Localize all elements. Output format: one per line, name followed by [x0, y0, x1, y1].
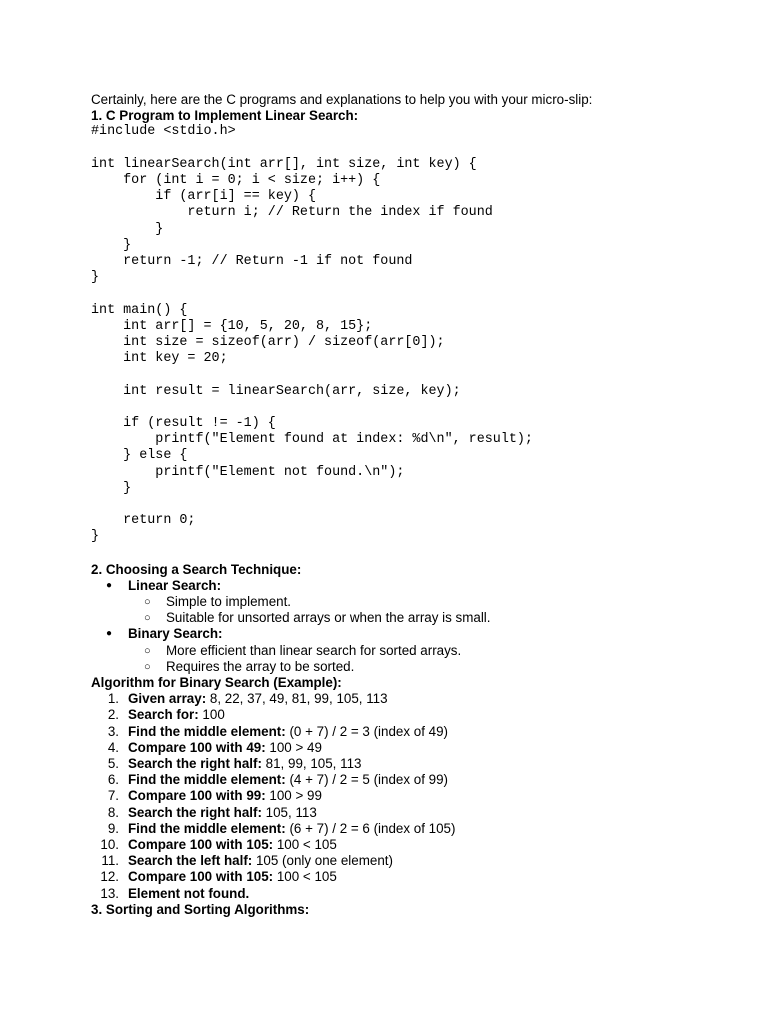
list-item — [91, 772, 731, 788]
section1-heading: 1. C Program to Implement Linear Search: — [91, 108, 359, 124]
list-item — [91, 788, 731, 804]
list-item: ○ Suitable for unsorted arrays or when the array is small. — [91, 610, 731, 626]
list-item — [91, 837, 731, 853]
step-label: Compare 100 with 49: — [128, 739, 266, 755]
list-item — [91, 853, 731, 869]
step-label: Compare 100 with 105: — [128, 837, 274, 853]
step-label: Find the middle element: — [128, 772, 286, 788]
section3-heading: 3. Sorting and Sorting Algorithms: — [91, 901, 310, 917]
step-text: (4 + 7) / 2 = 5 (index of 99) — [285, 772, 448, 788]
step-text: 105 (only one element) — [252, 853, 393, 869]
list-item — [91, 691, 731, 707]
algorithm-heading: Algorithm for Binary Search (Example): — [91, 675, 342, 691]
step-label: Search the right half: — [128, 756, 262, 772]
list-item — [91, 869, 731, 885]
list-item — [91, 821, 731, 837]
step-label: Search the right half: — [128, 804, 262, 820]
code-block: #include <stdio.h> int linearSearch(int arr[], int size, int key) { for (int i = 0; i < size; i++) { if (arr[i] == key) { return i; // Return the index if found } } return -1; // Return -1 if not found } int main() { int arr[] = {10, 5, 20, 8, 15}; int size = sizeof(arr) / sizeof(arr[0]); int key = 20; int result = linearSearch(arr, size, key); if (result != -1) { printf("Element found at index: %d\n", result); } else { printf("Element not found.\n"); } return 0; } — [91, 124, 533, 545]
step-label: Search the left half: — [128, 853, 253, 869]
step-number: 12. — [100, 869, 119, 885]
algorithm-steps — [91, 691, 731, 902]
list-item: ○ More efficient than linear search for sorted arrays. — [91, 643, 731, 659]
step-number: 7. — [107, 788, 119, 804]
step-number: 5. — [107, 756, 119, 772]
list-item: ○ Requires the array to be sorted. — [91, 659, 731, 675]
list-item — [91, 740, 731, 756]
list-item — [91, 724, 731, 740]
step-text: (6 + 7) / 2 = 6 (index of 105) — [285, 820, 456, 836]
technique-list — [91, 578, 731, 675]
step-number: 4. — [107, 739, 119, 755]
step-number: 10. — [100, 837, 119, 853]
step-number: 1. — [107, 691, 119, 707]
step-number: 9. — [107, 820, 119, 836]
step-number: 3. — [107, 723, 119, 739]
step-text: 100 < 105 — [273, 869, 337, 885]
step-label: Find the middle element: — [128, 723, 286, 739]
step-text: 105, 113 — [261, 804, 317, 820]
step-label: Element not found. — [128, 885, 250, 901]
spacer — [91, 546, 731, 562]
step-number: 13. — [100, 885, 119, 901]
step-number: 6. — [107, 772, 119, 788]
list-item — [91, 756, 731, 772]
step-label: Find the middle element: — [128, 820, 286, 836]
step-label: Search for: — [128, 707, 199, 723]
list-item — [91, 707, 731, 723]
list-item — [91, 886, 731, 902]
step-text: 100 < 105 — [273, 837, 337, 853]
technique-name: Binary Search: — [128, 626, 223, 642]
step-number: 2. — [107, 707, 119, 723]
technique-item-binary — [91, 626, 731, 675]
step-text: 100 > 49 — [265, 739, 322, 755]
list-item — [91, 805, 731, 821]
document-body — [91, 92, 731, 918]
step-label: Compare 100 with 105: — [128, 869, 274, 885]
list-item: ○ Simple to implement. — [91, 594, 731, 610]
step-label: Given array: — [128, 691, 207, 707]
technique-points — [128, 643, 731, 675]
section2-heading: 2. Choosing a Search Technique: — [91, 561, 302, 577]
step-text: (0 + 7) / 2 = 3 (index of 49) — [285, 723, 448, 739]
step-text: 100 — [198, 707, 225, 723]
intro-text: Certainly, here are the C programs and explanations to help you with your micro-slip: — [91, 92, 593, 107]
step-text: 8, 22, 37, 49, 81, 99, 105, 113 — [206, 691, 388, 707]
step-label: Compare 100 with 99: — [128, 788, 266, 804]
technique-points — [128, 594, 731, 626]
technique-item-linear — [91, 578, 731, 627]
step-number: 8. — [107, 804, 119, 820]
technique-name: Linear Search: — [128, 577, 222, 593]
step-text: 81, 99, 105, 113 — [261, 756, 362, 772]
step-number: 11. — [101, 853, 119, 869]
step-text: 100 > 99 — [265, 788, 322, 804]
